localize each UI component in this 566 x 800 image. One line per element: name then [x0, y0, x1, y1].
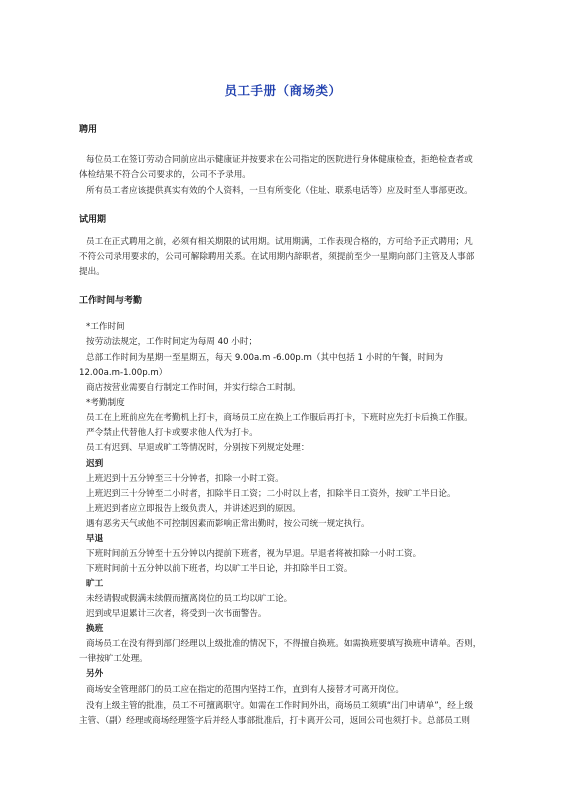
paragraph-line: 上班迟到者应立即报告上级负责人，并讲述迟到的原因。 — [86, 504, 301, 514]
paragraph-line: 没有上级主管的批准，员工不可擅离职守。如需在工作时间外出，商场员工须填“出门申请单”，经上级 — [86, 701, 474, 711]
paragraph-line: 上班迟到十五分钟至三十分钟者，扣除一小时工资。 — [86, 474, 284, 484]
paragraph-line: 严令禁止代替他人打卡或要求他人代为打卡。 — [86, 428, 258, 438]
paragraph-line: 商店按营业需要自行制定工作时间，并实行综合工时制。 — [86, 383, 301, 393]
subheading-early-leave: 早退 — [86, 534, 104, 544]
paragraph-line: *工作时间 — [86, 322, 125, 332]
section-heading-probation: 试用期 — [79, 215, 107, 225]
paragraph-line: 一律按旷工处理。 — [79, 654, 148, 664]
paragraph-line: 主管、（副）经理或商场经理签字后并经人事部批准后，打卡离开公司，返回公司也须打卡。总部员工则 — [79, 716, 471, 726]
paragraph-line: 员工有迟到、早退或旷工等情况时，分别按下列规定处理： — [86, 443, 310, 453]
paragraph-line: 迟到或早退累计三次者，将受到一次书面警告。 — [86, 609, 267, 619]
paragraph-line: 上班迟到三十分钟至二小时者，扣除半日工资；二小时以上者，扣除半日工资外，按旷工半日论。 — [86, 489, 456, 499]
paragraph-line: 所有员工者应该提供真实有效的个人资料，一旦有所变化（住址、联系电话等）应及时至人事部更改。 — [86, 186, 473, 196]
subheading-absence: 旷工 — [86, 579, 104, 589]
paragraph-line: 12.00a.m-1.00p.m） — [79, 368, 168, 378]
section-heading-hiring: 聘用 — [79, 125, 98, 135]
paragraph-line: 员工在上班前应先在考勤机上打卡，商场员工应在换上工作服后再打卡，下班时应先打卡后换工作服。 — [86, 413, 473, 423]
paragraph-line: 遇有恶劣天气或他不可控制因素而影响正常出勤时，按公司统一规定执行。 — [86, 519, 370, 529]
paragraph-line: 下班时间前十五分钟以前下班者，均以旷工半日论，并扣除半日工资。 — [86, 564, 353, 574]
paragraph-line: 按劳动法规定，工作时间定为每周 40 小时； — [86, 337, 258, 347]
paragraph-line: 每位员工在签订劳动合同前应出示健康证并按要求在公司指定的医院进行身体健康检查，拒绝检查者或 — [86, 155, 473, 165]
subheading-shift-change: 换班 — [86, 624, 104, 634]
paragraph-line: 体检结果不符合公司要求的，公司不予录用。 — [79, 170, 251, 180]
document-title: 员工手册（商场类） — [224, 83, 342, 98]
paragraph-line: 总部工作时间为星期一至星期五，每天 9.00a.m -6.00p.m（其中包括 1 小时的午餐，时间为 — [86, 353, 444, 363]
paragraph-line: 员工在正式聘用之前，必须有相关期限的试用期。试用期满，工作表现合格的，方可给予正式聘用；凡 — [86, 237, 473, 247]
section-heading-attendance: 工作时间与考勤 — [79, 296, 143, 306]
paragraph-line: *考勤制度 — [86, 398, 125, 408]
paragraph-line: 商场员工在没有得到部门经理以上级批准的情况下，不得擅自换班。如需换班要填写换班申请单。否则， — [86, 639, 482, 649]
paragraph-line: 商场安全管理部门的员工应在指定的范围内坚持工作，直到有人接替才可离开岗位。 — [86, 685, 404, 695]
paragraph-line: 未经请假或假满未续假而擅离岗位的员工均以旷工论。 — [86, 594, 293, 604]
paragraph-line: 不符公司录用要求的，公司可解除聘用关系。在试用期内辞职者，须提前至少一星期向部门主管及人事部 — [79, 252, 475, 262]
subheading-late: 迟到 — [86, 459, 104, 469]
paragraph-line: 下班时间前五分钟至十五分钟以内提前下班者，视为早退。早退者将被扣除一小时工资。 — [86, 549, 422, 559]
paragraph-line: 提出。 — [79, 267, 105, 277]
subheading-other: 另外 — [86, 669, 104, 679]
